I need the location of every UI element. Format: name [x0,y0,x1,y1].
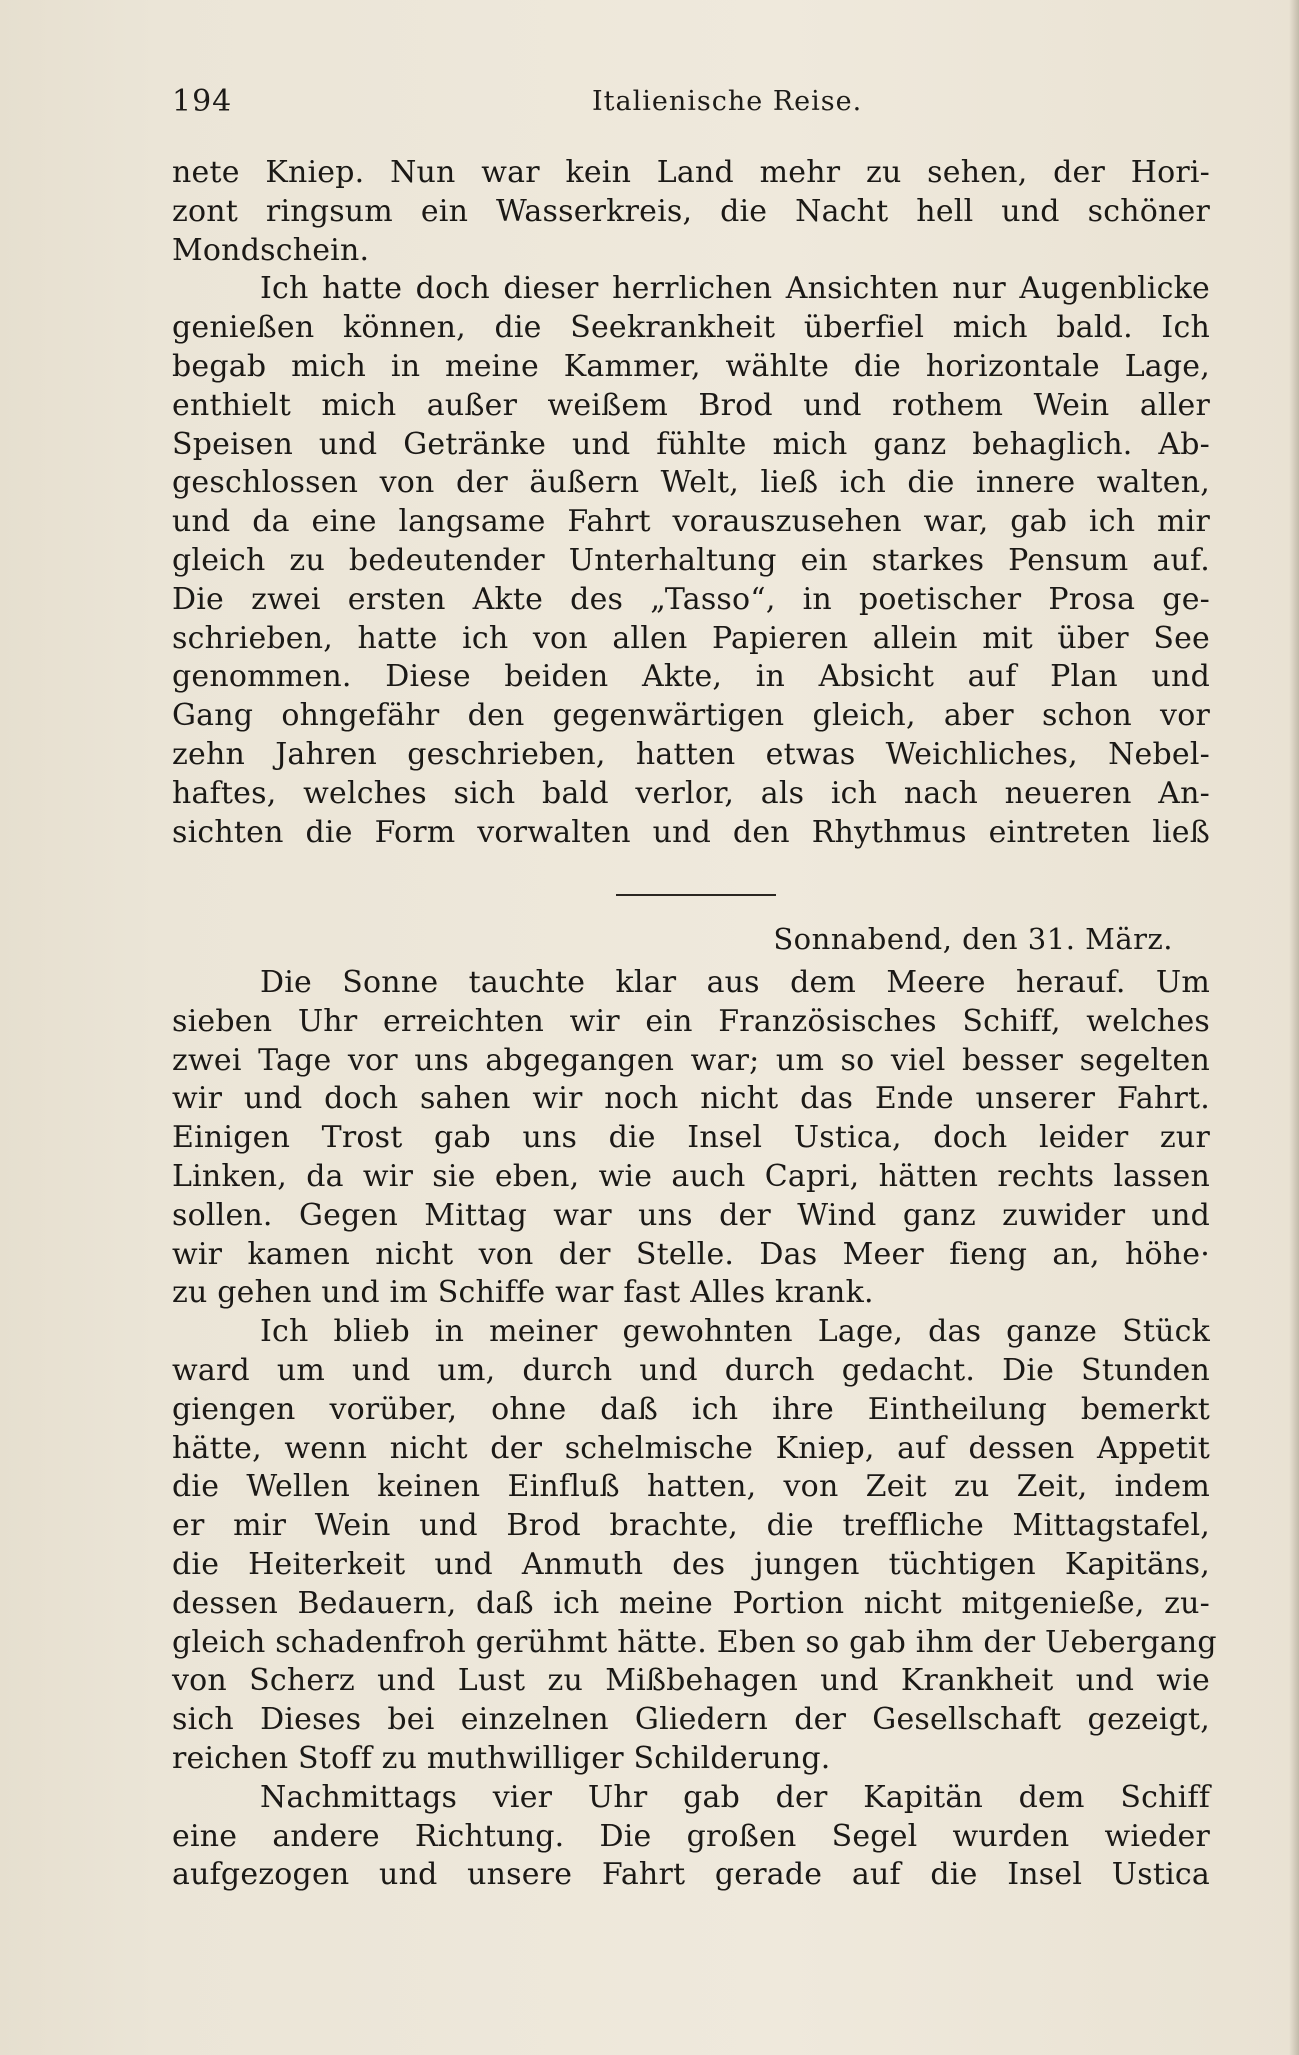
text-line: wir kamen nicht von der Stelle. Das Meer fieng an, höhe· [172,1236,1210,1272]
text-line: enthielt mich außer weißem Brod und rothem Wein aller [172,387,1210,423]
text-line: die Heiterkeit und Anmuth des jungen tüchtigen Kapitäns, [172,1546,1210,1582]
text-line: eine andere Richtung. Die großen Segel wurden wieder [172,1818,1210,1854]
text-line: geschlossen von der äußern Welt, ließ ich die innere walten, [172,465,1210,501]
text-line: giengen vorüber, ohne daß ich ihre Eintheilung bemerkt [172,1391,1210,1427]
text-line: gleich schadenfroh gerühmt hätte. Eben so gab ihm der Uebergang [172,1624,1217,1660]
text-line: sieben Uhr erreichten wir ein Französisches Schiff, welches [172,1003,1210,1039]
text-line: genießen können, die Seekrankheit überfiel mich bald. Ich [172,310,1210,346]
text-line: von Scherz und Lust zu Mißbehagen und Krankheit und wie [172,1663,1210,1699]
text-line: reichen Stoff zu muthwilliger Schilderung. [172,1740,831,1776]
text-line: die Wellen keinen Einfluß hatten, von Zeit zu Zeit, indem [172,1469,1210,1505]
text-line: schrieben, hatte ich von allen Papieren allein mit über See [172,620,1210,656]
text-line: Ich blieb in meiner gewohnten Lage, das ganze Stück [260,1314,1210,1350]
section-divider [616,894,776,896]
text-line: zwei Tage vor uns abgegangen war; um so viel besser segelten [172,1042,1210,1078]
text-line: wir und doch sahen wir noch nicht das Ende unserer Fahrt. [172,1081,1210,1117]
dateline: Sonnabend, den 31. März. [773,922,1173,956]
text-line: zont ringsum ein Wasserkreis, die Nacht hell und schöner [172,193,1210,229]
text-line: gleich zu bedeutender Unterhaltung ein starkes Pensum auf. [172,542,1210,578]
text-line: sich Dieses bei einzelnen Gliedern der Gesellschaft gezeigt, [172,1702,1210,1738]
text-line: und da eine langsame Fahrt vorauszusehen war, gab ich mir [172,504,1210,540]
page-number: 194 [172,84,233,119]
text-line: genommen. Diese beiden Akte, in Absicht auf Plan und [172,659,1210,695]
text-line: Ich hatte doch dieser herrlichen Ansichten nur Augenblicke [260,271,1210,307]
page-header [172,84,1222,124]
text-line: Gang ohngefähr den gegenwärtigen gleich, aber schon vor [172,698,1210,734]
text-line: ward um und um, durch und durch gedacht. Die Stunden [172,1352,1210,1388]
text-line: Linken, da wir sie eben, wie auch Capri, hätten rechts lassen [172,1158,1210,1194]
text-line: hätte, wenn nicht der schelmische Kniep, auf dessen Appetit [172,1430,1210,1466]
text-line: Die Sonne tauchte klar aus dem Meere herauf. Um [260,965,1210,1000]
text-line: Einigen Trost gab uns die Insel Ustica, doch leider zur [172,1120,1210,1156]
text-line: zu gehen und im Schiffe war fast Alles krank. [172,1275,874,1311]
text-line: Die zwei ersten Akte des „Tasso“, in poetischer Prosa ge- [172,581,1210,617]
paragraph-block-1 [172,154,1210,852]
text-line: er mir Wein und Brod brachte, die treffliche Mittagstafel, [172,1508,1210,1544]
text-line: sollen. Gegen Mittag war uns der Wind ganz zuwider und [172,1197,1210,1233]
text-line: sichten die Form vorwalten und den Rhythmus eintreten ließ [172,814,1210,850]
text-line: begab mich in meine Kammer, wählte die horizontale Lage, [172,348,1210,384]
paragraph-block-2 [172,964,1217,1895]
text-line: aufgezogen und unsere Fahrt gerade auf die Insel Ustica [172,1857,1210,1893]
text-line: dessen Bedauern, daß ich meine Portion nicht mitgenieße, zu- [172,1585,1210,1621]
text-line: haftes, welches sich bald verlor, als ich nach neueren An- [172,775,1210,811]
text-line: Mondschein. [172,232,370,268]
text-line: Speisen und Getränke und fühlte mich ganz behaglich. Ab- [172,426,1210,462]
page-edge-shadow [1289,0,1299,2055]
text-line: nete Kniep. Nun war kein Land mehr zu sehen, der Hori- [172,155,1210,190]
text-line: zehn Jahren geschrieben, hatten etwas Weichliches, Nebel- [172,736,1210,772]
running-title: Italienische Reise. [592,86,863,117]
text-line: Nachmittags vier Uhr gab der Kapitän dem Schiff [260,1779,1210,1815]
